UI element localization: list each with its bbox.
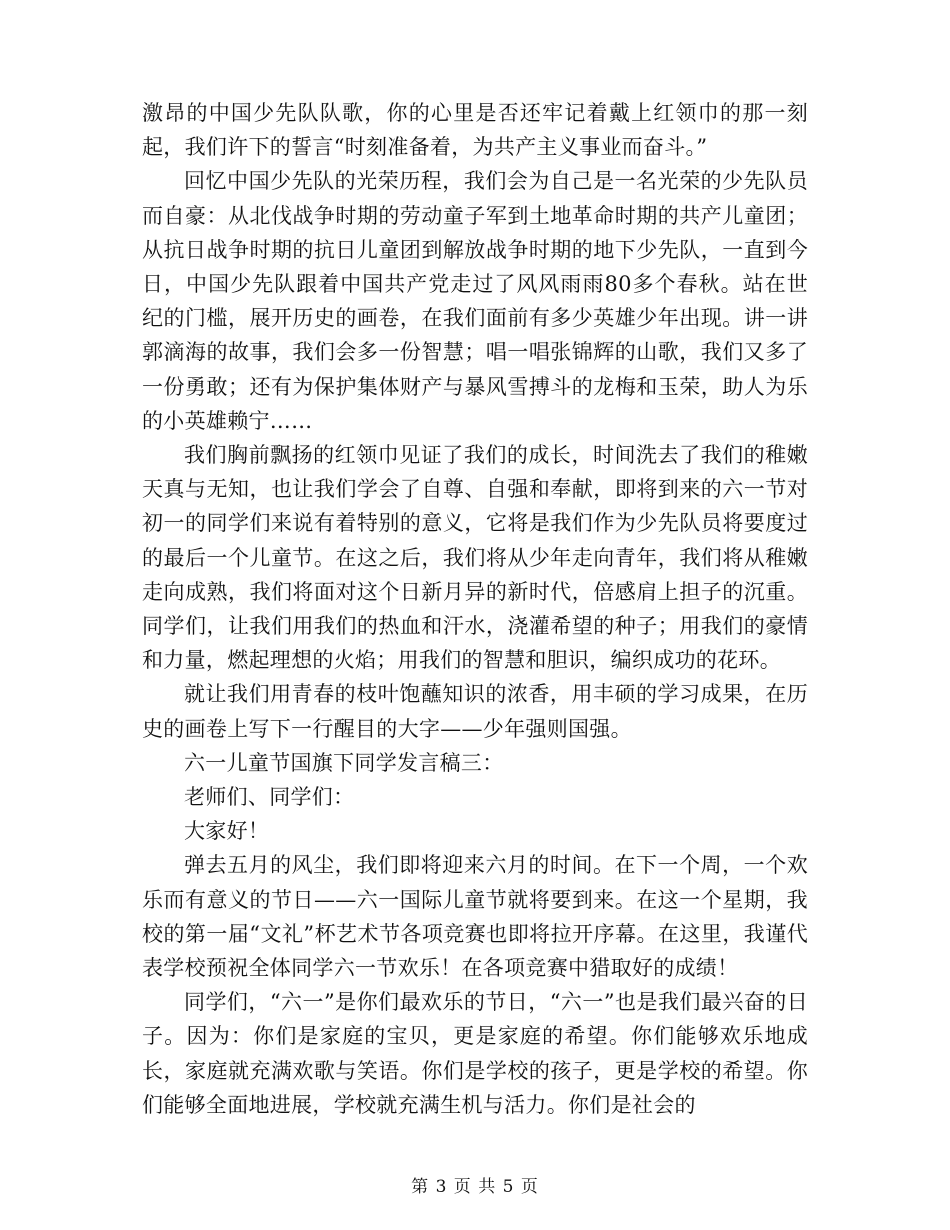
paragraph-6: 同学们，“六一”是你们最欢乐的节日，“六一”也是我们最兴奋的日子。因为：你们是家庭的宝贝，更是家庭的希望。你们能够欢乐地成长，家庭就充满欢歌与笑语。你们是学校的孩子，更是学校的希望。你们能够全面地进展，学校就充满生机与活力。你们是社会的 xyxy=(142,990,808,1117)
paragraph-2: 回忆中国少先队的光荣历程，我们会为自己是一名光荣的少先队员而自豪：从北伐战争时期的劳动童子军到土地革命时期的共产儿童团；从抗日战争时期的抗日儿童团到解放战争时期的地下少先队，一直到今日，中国少先队跟着中国共产党走过了风风雨雨80多个春秋。站在世纪的门槛，展开历史的画卷，在我们面前有多少英雄少年出现。讲一讲郭滴海的故事，我们会多一份智慧；唱一唱张锦辉的山歌，我们又多了一份勇敢；还有为保护集体财产与暴风雪搏斗的龙梅和玉荣，助人为乐的小英雄赖宁…… xyxy=(142,169,808,433)
section-heading: 六一儿童节国旗下同学发言稿三： xyxy=(184,750,504,775)
paragraph-4: 就让我们用青春的枝叶饱蘸知识的浓香，用丰硕的学习成果，在历史的画卷上写下一行醒目的大字——少年强则国强。 xyxy=(142,682,808,741)
paragraph-1: 激昂的中国少先队队歌，你的心里是否还牢记着戴上红领巾的那一刻起，我们许下的誓言“时刻准备着，为共产主义事业而奋斗。” xyxy=(142,101,808,160)
paragraph-5: 弹去五月的风尘，我们即将迎来六月的时间。在下一个周，一个欢乐而有意义的节日——六一国际儿童节就将要到来。在这一个星期，我校的第一届“文礼”杯艺术节各项竞赛也即将拉开序幕。在这里，我谨代表学校预祝全体同学六一节欢乐！在各项竞赛中猎取好的成绩！ xyxy=(142,853,808,981)
paragraph-3: 我们胸前飘扬的红领巾见证了我们的成长，时间洗去了我们的稚嫩天真与无知，也让我们学会了自尊、自强和奉献，即将到来的六一节对初一的同学们来说有着特别的意义，它将是我们作为少先队员将要度过的最后一个儿童节。在这之后，我们将从少年走向青年，我们将从稚嫩走向成熟，我们将面对这个日新月异的新时代，倍感肩上担子的沉重。同学们，让我们用我们的热血和汗水，浇灌希望的种子；用我们的豪情和力量，燃起理想的火焰；用我们的智慧和胆识，编织成功的花环。 xyxy=(142,443,808,673)
page-footer: 第 3 页 共 5 页 xyxy=(411,1177,539,1197)
document-body xyxy=(142,96,808,1122)
salutation: 老师们、同学们： xyxy=(184,785,355,810)
greeting: 大家好！ xyxy=(184,819,270,844)
